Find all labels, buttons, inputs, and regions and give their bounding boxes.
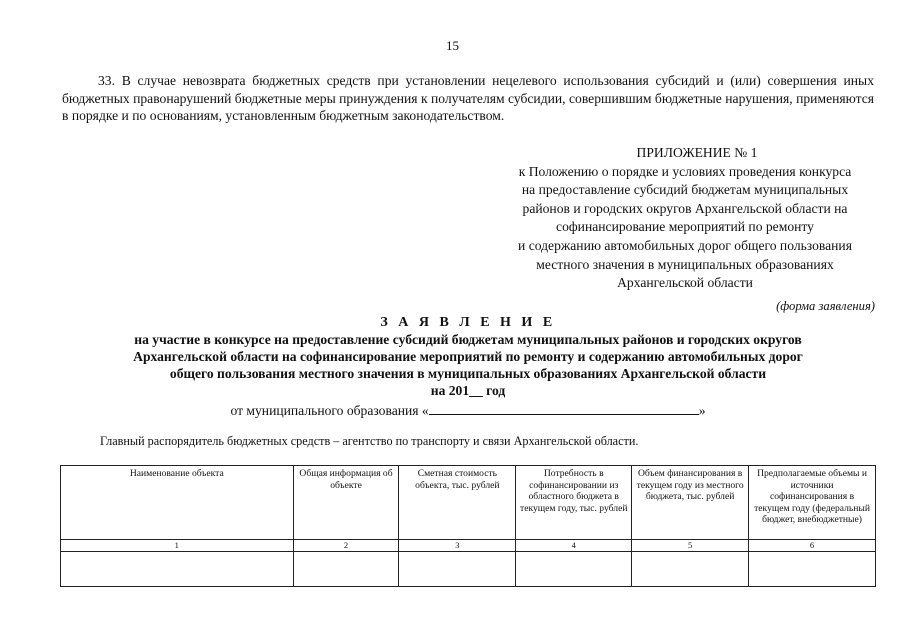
page-number: 15	[446, 38, 459, 53]
appendix-line: к Положению о порядке и условиях проведения конкурса	[518, 163, 852, 179]
municipality-prefix: от муниципального образования «	[230, 403, 429, 418]
table-cell[interactable]	[293, 552, 399, 587]
table-cell[interactable]	[516, 552, 632, 587]
table-cell[interactable]	[749, 552, 876, 587]
table-cell[interactable]	[399, 552, 516, 587]
table-header-cell: Объем финансирования в текущем году из местного бюджета, тыс. рублей	[632, 466, 749, 540]
appendix-line: местного значения в муниципальных образованиях	[536, 256, 834, 272]
appendix-line: софинансирование мероприятий по ремонту	[556, 219, 814, 235]
statement-heading	[62, 314, 874, 399]
municipality-blank-field[interactable]	[429, 402, 699, 415]
column-number: 3	[399, 540, 516, 552]
appendix-title: ПРИЛОЖЕНИЕ № 1	[636, 145, 758, 160]
table-cell[interactable]	[61, 552, 294, 587]
statement-line: на участие в конкурсе на предоставление субсидий бюджетам муниципальных районов и городских округов	[134, 332, 802, 347]
column-number: 4	[516, 540, 632, 552]
table-row	[61, 552, 876, 587]
statement-line: Архангельской области на софинансирование мероприятий по ремонту и содержанию автомобильных дорог	[133, 349, 803, 364]
municipality-line	[62, 402, 874, 419]
appendix-line: районов и городских округов Архангельской области на	[522, 200, 848, 216]
table-header-cell: Потребность в софинансировании из областного бюджета в текущем году, тыс. рублей	[516, 466, 632, 540]
table-header-cell: Сметная стоимость объекта, тыс. рублей	[399, 466, 516, 540]
statement-title: З А Я В Л Е Н И Е	[380, 315, 556, 330]
statement-year: на 201__ год	[430, 383, 506, 398]
table-number-row	[61, 540, 876, 552]
table-header-row	[61, 466, 876, 540]
column-number: 2	[293, 540, 399, 552]
column-number: 1	[61, 540, 294, 552]
budget-administrator-line: Главный распорядитель бюджетных средств – агентство по транспорту и связи Архангельской области.	[100, 434, 639, 448]
municipality-suffix: »	[698, 403, 706, 418]
table-cell[interactable]	[632, 552, 749, 587]
appendix-line: Архангельской области	[617, 275, 753, 291]
form-label: (форма заявления)	[776, 299, 875, 313]
appendix-line: на предоставление субсидий бюджетам муниципальных	[521, 182, 849, 198]
table-header-cell: Наименование объекта	[61, 466, 294, 540]
statement-line: общего пользования местного значения в муниципальных образованиях Архангельской области	[169, 366, 767, 381]
column-number: 6	[749, 540, 876, 552]
paragraph-33: 33. В случае невозврата бюджетных средств при установлении нецелевого использования субсидий и (или) совершения иных бюджетных правонарушений бюджетные меры принуждения к получателям субсидии, совершившим бюджетные нарушения, применяются в порядке и по основаниям, установленным бюджетным законодательством.	[62, 73, 874, 123]
objects-table	[60, 465, 876, 587]
appendix-line: и содержанию автомобильных дорог общего пользования	[518, 237, 852, 253]
table-header-cell: Общая информация об объекте	[293, 466, 399, 540]
column-number: 5	[632, 540, 749, 552]
table-header-cell: Предполагаемые объемы и источники софинансирования в текущем году (федеральный бюджет, внебюджетные)	[749, 466, 876, 540]
appendix-block	[470, 144, 900, 293]
